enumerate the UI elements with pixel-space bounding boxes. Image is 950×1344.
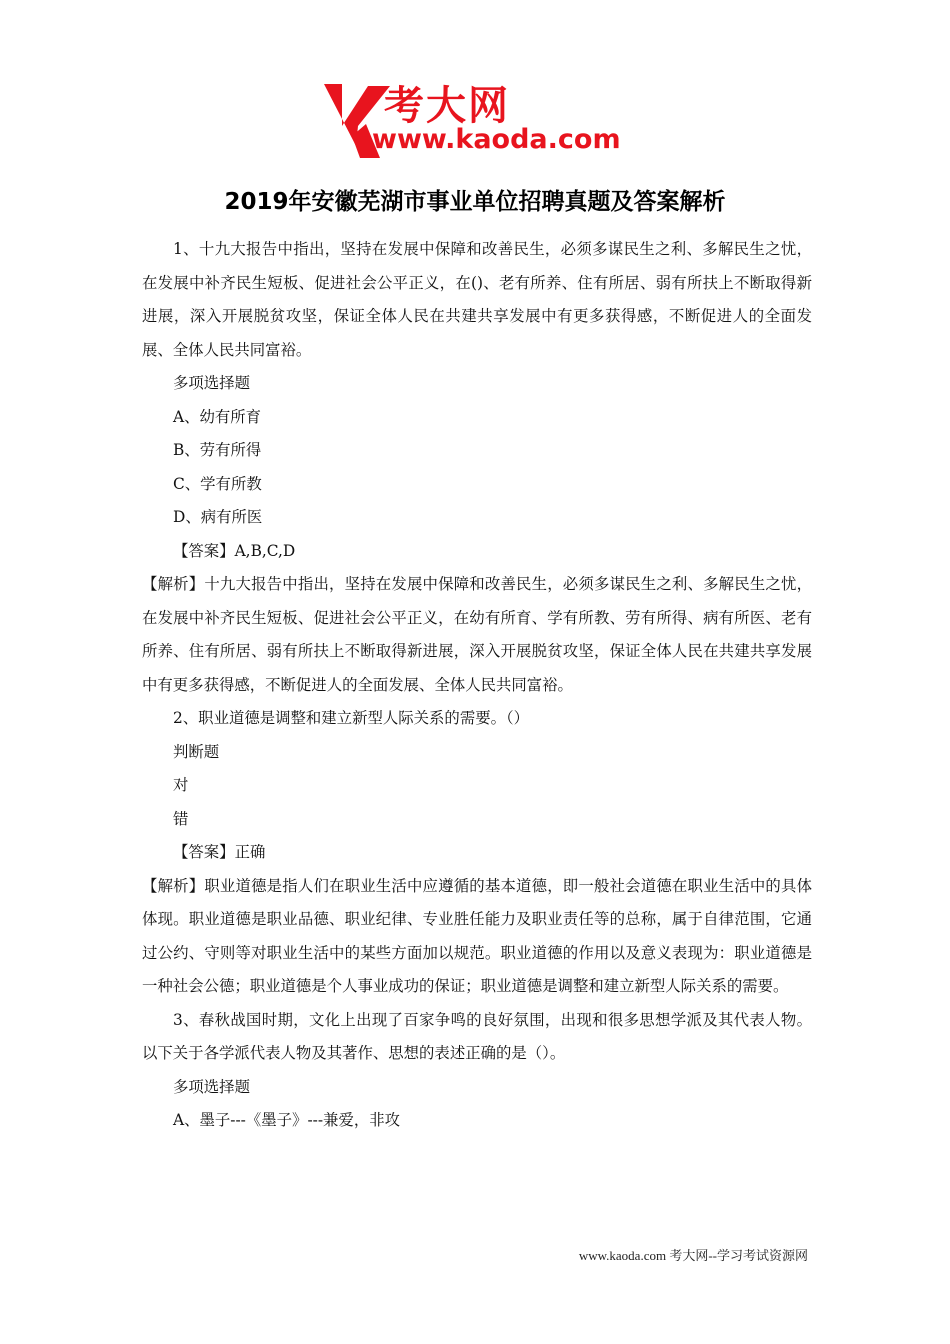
question-1-text: 1、十九大报告中指出，坚持在发展中保障和改善民生，必须多谋民生之利、多解民生之忧，在发展中补齐民生短板、促进社会公平正义，在()、老有所养、住有所居、弱有所扶上不断取得新进展，深入开展脱贫攻坚，保证全体人民在共建共享发展中有更多获得感，不断促进人的全面发展、全体人民共同富裕。 [142, 240, 812, 359]
question-2-option-false: 错 [173, 809, 189, 828]
question-1-type: 多项选择题 [173, 374, 250, 392]
question-1-option-c: C、学有所教 [173, 474, 262, 493]
question-2-answer: 【答案】正确 [173, 843, 266, 861]
question-2-type: 判断题 [173, 742, 220, 761]
question-2-option-true: 对 [173, 776, 189, 794]
question-1-answer: 【答案】A,B,C,D [173, 541, 296, 560]
question-3-type: 多项选择题 [173, 1077, 250, 1096]
question-2-text: 2、职业道德是调整和建立新型人际关系的需要。（） [173, 709, 530, 727]
question-2-analysis: 【解析】职业道德是指人们在职业生活中应遵循的基本道德，即一般社会道德在职业生活中的具体体现。职业道德是职业品德、职业纪律、专业胜任能力及职业责任等的总称，属于自律范围，它通过公约、守则等对职业生活中的某些方面加以规范。职业道德的作用以及意义表现为：职业道德是一种社会公德；职业道德是个人事业成功的保证；职业道德是调整和建立新型人际关系的需要。 [142, 876, 812, 995]
question-1-option-a: A、幼有所育 [173, 407, 262, 426]
question-1-option-b: B、劳有所得 [173, 441, 262, 459]
question-1-analysis: 【解析】十九大报告中指出，坚持在发展中保障和改善民生，必须多谋民生之利、多解民生之忧，在发展中补齐民生短板、促进社会公平正义，在幼有所育、学有所教、劳有所得、病有所医、老有所养、住有所居、弱有所扶上不断取得新进展，深入开展脱贫攻坚，保证全体人民在共建共享发展中有更多获得感，不断促进人的全面发展、全体人民共同富裕。 [142, 575, 812, 694]
logo-url-text[interactable]: www.kaoda.com [372, 124, 621, 155]
question-3-text: 3、春秋战国时期，文化上出现了百家争鸣的良好氛围，出现和很多思想学派及其代表人物。以下关于各学派代表人物及其著作、思想的表述正确的是（）。 [142, 1010, 812, 1062]
logo-brand-text: 考大网 [384, 83, 510, 129]
site-logo[interactable] [316, 80, 638, 162]
document-body [142, 233, 812, 1138]
page-title: 2019年安徽芜湖市事业单位招聘真题及答案解析 [224, 189, 726, 215]
question-3-option-a: A、墨子---《墨子》---兼爱，非攻 [173, 1111, 401, 1129]
page-footer: www.kaoda.com 考大网--学习考试资源网 [578, 1248, 808, 1263]
question-1-option-d: D、病有所医 [173, 508, 263, 526]
